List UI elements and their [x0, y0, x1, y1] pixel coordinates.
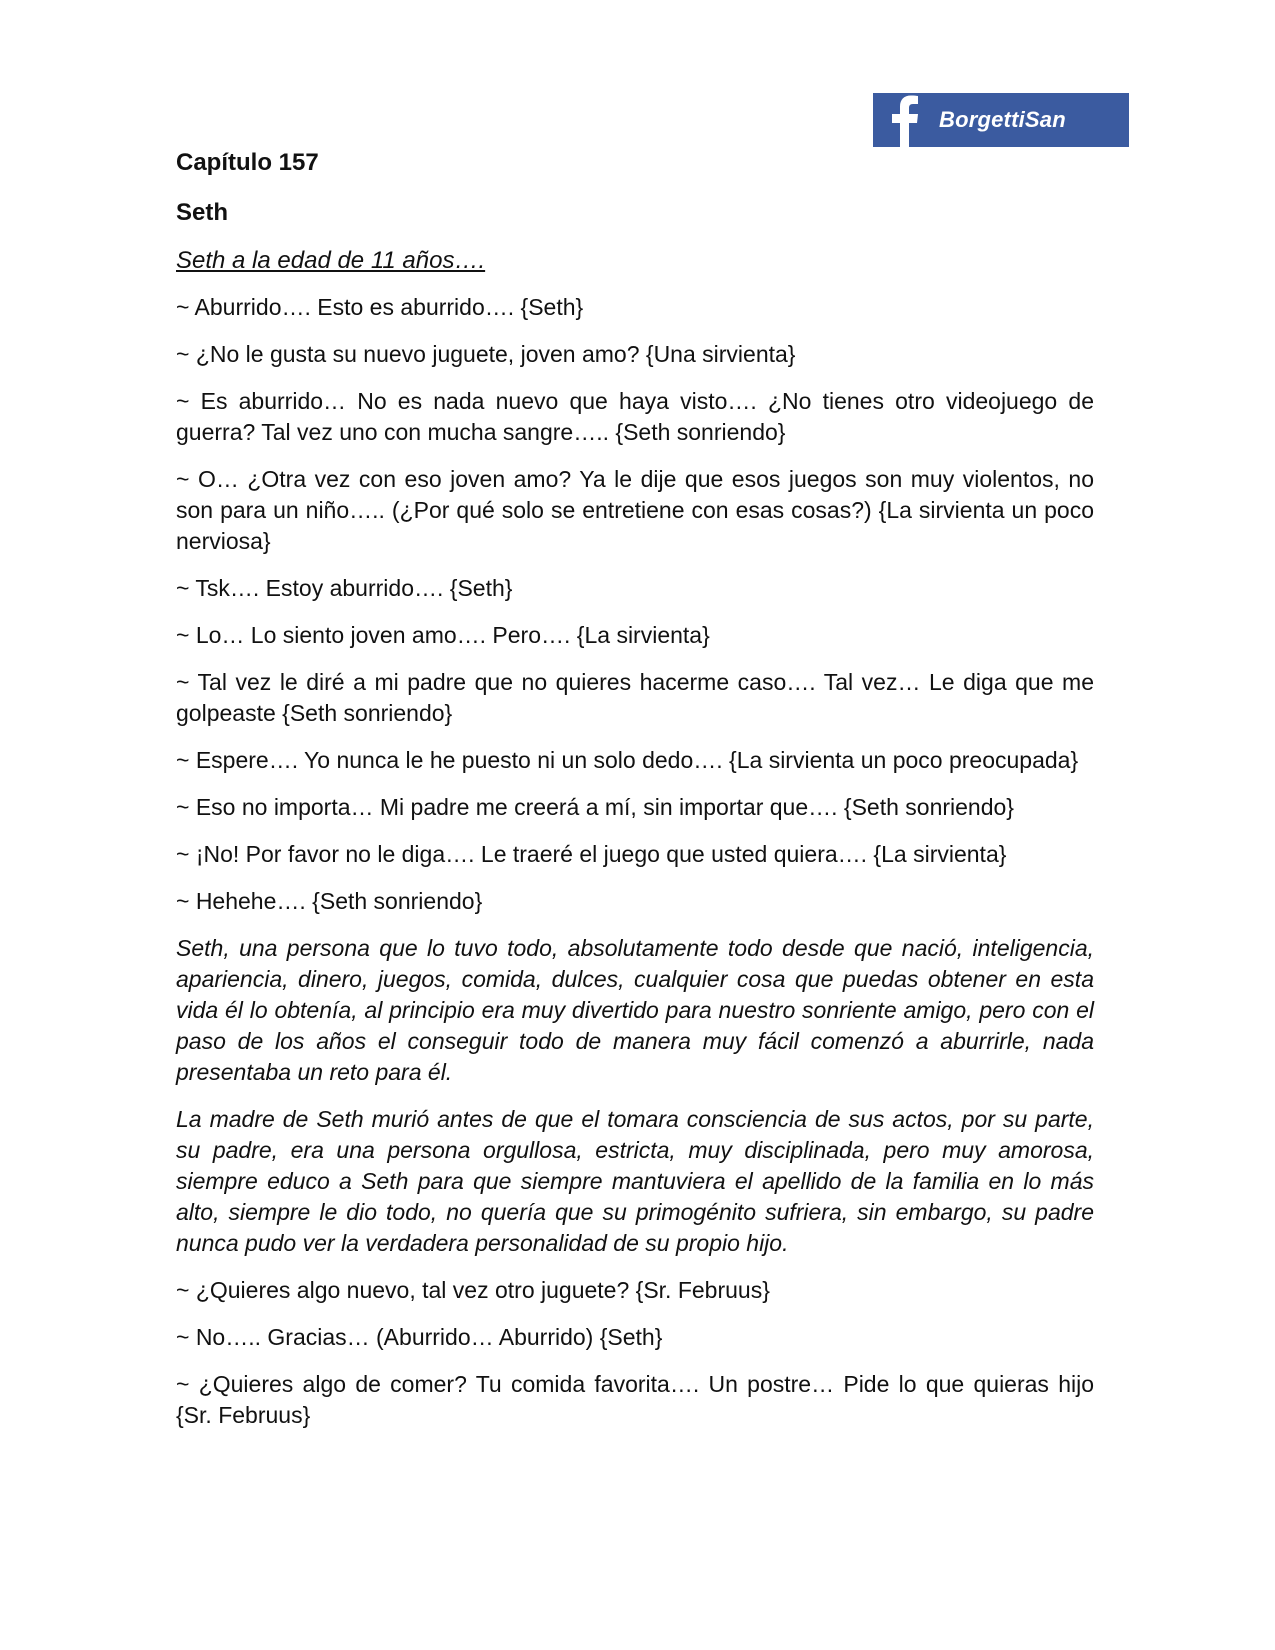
dialogue-line: ~ ¿No le gusta su nuevo juguete, joven amo? {Una sirvienta}	[176, 341, 796, 367]
dialogue-line: ~ Espere…. Yo nunca le he puesto ni un solo dedo…. {La sirvienta un poco preocupada}	[176, 747, 1079, 773]
scene-subtitle: Seth a la edad de 11 años….	[176, 247, 486, 274]
narration-paragraph: La madre de Seth murió antes de que el tomara consciencia de sus actos, por su parte, su padre, era una persona orgullosa, estricta, muy disciplinada, pero muy amorosa, siempre educo a Seth para que siempre mantuviera el apellido de la familia en lo más alto, siempre le dio todo, no quería que su primogénito sufriera, sin embargo, su padre nunca pudo ver la verdadera personalidad de su propio hijo.	[176, 1106, 1094, 1256]
dialogue-line: ~ No….. Gracias… (Aburrido… Aburrido) {Seth}	[176, 1324, 663, 1350]
dialogue-line: ~ Es aburrido… No es nada nuevo que haya visto…. ¿No tienes otro videojuego de guerra? Tal vez uno con mucha sangre….. {Seth sonriendo}	[176, 388, 1094, 445]
dialogue-line: ~ ¿Quieres algo nuevo, tal vez otro juguete? {Sr. Februus}	[176, 1277, 770, 1303]
document-body	[176, 140, 1094, 1447]
dialogue-line: ~ Eso no importa… Mi padre me creerá a mí, sin importar que…. {Seth sonriendo}	[176, 794, 1014, 820]
section-title: Seth	[176, 199, 229, 226]
dialogue-line: ~ Lo… Lo siento joven amo…. Pero…. {La sirvienta}	[176, 622, 710, 648]
dialogue-line: ~ ¡No! Por favor no le diga…. Le traeré el juego que usted quiera…. {La sirvienta}	[176, 841, 1007, 867]
facebook-page-name: BorgettiSan	[939, 107, 1066, 132]
dialogue-line: ~ Hehehe…. {Seth sonriendo}	[176, 888, 483, 914]
facebook-icon	[887, 93, 921, 147]
dialogue-line: ~ O… ¿Otra vez con eso joven amo? Ya le dije que esos juegos son muy violentos, no son para un niño….. (¿Por qué solo se entretiene con esas cosas?) {La sirvienta un poco nerviosa}	[176, 466, 1094, 554]
dialogue-line: ~ ¿Quieres algo de comer? Tu comida favorita…. Un postre… Pide lo que quieras hijo {Sr. Februus}	[176, 1371, 1094, 1428]
dialogue-line: ~ Aburrido…. Esto es aburrido…. {Seth}	[176, 294, 584, 320]
dialogue-line: ~ Tsk…. Estoy aburrido…. {Seth}	[176, 575, 513, 601]
dialogue-line: ~ Tal vez le diré a mi padre que no quieres hacerme caso…. Tal vez… Le diga que me golpeaste {Seth sonriendo}	[176, 669, 1094, 726]
narration-paragraph: Seth, una persona que lo tuvo todo, absolutamente todo desde que nació, inteligencia, apariencia, dinero, juegos, comida, dulces, cualquier cosa que puedas obtener en esta vida él lo obtenía, al principio era muy divertido para nuestro sonriente amigo, pero con el paso de los años el conseguir todo de manera muy fácil comenzó a aburrirle, nada presentaba un reto para él.	[176, 935, 1094, 1085]
facebook-badge	[873, 93, 1129, 147]
chapter-title: Capítulo 157	[176, 149, 319, 176]
